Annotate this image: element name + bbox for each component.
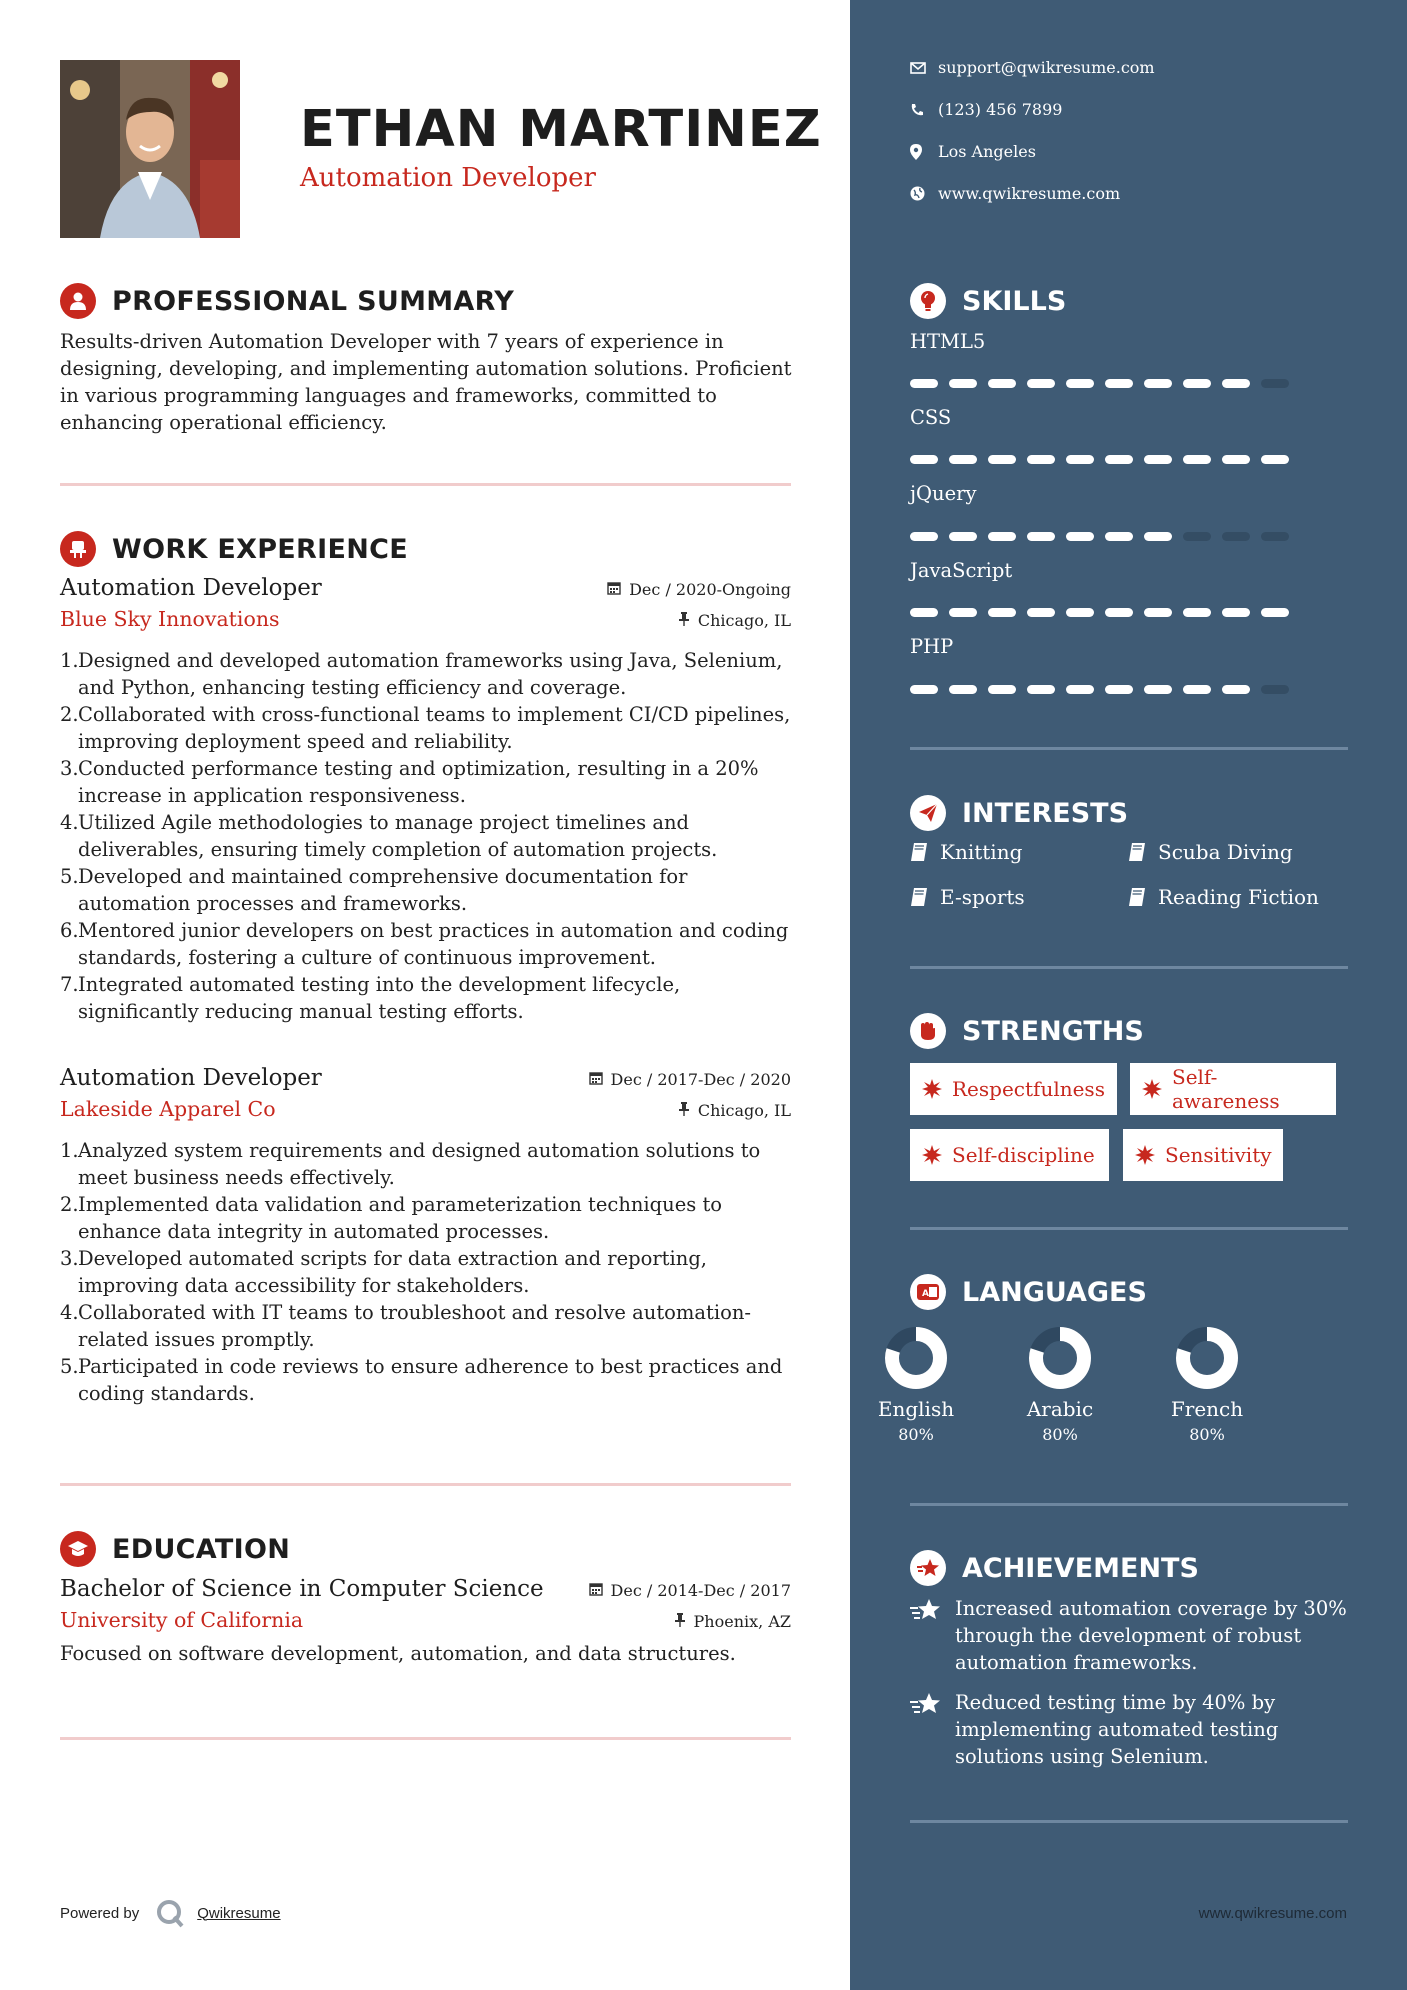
list-item: 3. Developed automated scripts for data extraction and reporting, improving data accessibility for stakeholders. (60, 1245, 791, 1299)
job-bullets (60, 1137, 791, 1407)
strength-badge (1123, 1129, 1283, 1181)
calendar-icon (589, 1581, 603, 1600)
education-location-text: Phoenix, AZ (693, 1612, 791, 1631)
powered-by (60, 1898, 281, 1928)
skill-segment (1144, 455, 1172, 464)
language-level-donut (1027, 1325, 1093, 1391)
skill-segment (1183, 608, 1211, 617)
job-title: Automation Developer (60, 1065, 322, 1091)
strength-label: Self-awareness (1172, 1065, 1280, 1113)
achievement-item (910, 1689, 1350, 1770)
svg-text:A: A (922, 1289, 929, 1299)
job-entry (60, 575, 791, 1025)
bullet-text: Mentored junior developers on best practices in automation and coding standards, fostering a culture of continuous improvement. (78, 919, 789, 969)
qwikresume-link[interactable]: Qwikresume (197, 1904, 281, 1922)
skill-bar (910, 532, 1289, 541)
book-icon (910, 842, 928, 862)
language-item (856, 1325, 976, 1444)
contact-location (910, 142, 1036, 161)
job-dates (589, 1070, 791, 1089)
candidate-name: ETHAN MARTINEZ (300, 100, 822, 159)
skill-bar (910, 685, 1289, 694)
skill-segment (1261, 685, 1289, 694)
skill-name: HTML5 (910, 330, 986, 353)
contact-email[interactable] (910, 58, 1155, 77)
strength-label: Self-discipline (952, 1143, 1095, 1167)
job-title: Automation Developer (60, 575, 322, 601)
bullet-text: Analyzed system requirements and designed automation solutions to meet business needs effectively. (78, 1139, 761, 1189)
footer-site-link[interactable]: www.qwikresume.com (1198, 1905, 1347, 1922)
bullet-text: Integrated automated testing into the development lifecycle, significantly reducing manual testing efforts. (78, 973, 681, 1023)
education-title: EDUCATION (112, 1533, 291, 1565)
summary-text: Results-driven Automation Developer with 7 years of experience in designing, developing, and implementing automation solutions. Proficient in various programming languages and frameworks, committed to enhancing operational efficiency. (60, 330, 792, 434)
user-icon (60, 283, 96, 319)
skill-segment (1027, 685, 1055, 694)
skill-segment (1105, 455, 1133, 464)
education-description: Focused on software development, automation, and data structures. (60, 1642, 736, 1665)
language-level-donut (883, 1325, 949, 1391)
summary-title: PROFESSIONAL SUMMARY (112, 285, 515, 317)
divider (910, 1503, 1348, 1506)
degree: Bachelor of Science in Computer Science (60, 1576, 544, 1602)
skill-bar (910, 608, 1289, 617)
skill-segment (1261, 455, 1289, 464)
list-item: 1. Analyzed system requirements and designed automation solutions to meet business needs effectively. (60, 1137, 791, 1191)
bullet-text: Utilized Agile methodologies to manage project timelines and deliverables, ensuring timely completion of automation projects. (78, 811, 718, 861)
experience-title: WORK EXPERIENCE (112, 533, 408, 565)
divider (910, 966, 1348, 969)
skill-segment (1222, 685, 1250, 694)
skill-segment (1027, 532, 1055, 541)
divider (60, 483, 791, 486)
book-icon (1128, 842, 1146, 862)
powered-by-label: Powered by (60, 1904, 140, 1922)
language-name: French (1170, 1397, 1244, 1421)
list-item: 7. Integrated automated testing into the development lifecycle, significantly reducing manual testing efforts. (60, 971, 791, 1025)
skill-segment (910, 455, 938, 464)
interests-heading (910, 795, 1128, 831)
list-item: 2. Implemented data validation and parameterization techniques to enhance data integrity in automated processes. (60, 1191, 791, 1245)
interests-title: INTERESTS (962, 797, 1129, 829)
achievement-text: Reduced testing time by 40% by implementing automated testing solutions using Selenium. (955, 1691, 1279, 1768)
strength-badge (910, 1129, 1109, 1181)
list-item: 4. Utilized Agile methodologies to manage project timelines and deliverables, ensuring timely completion of automation projects. (60, 809, 791, 863)
education-location (674, 1612, 791, 1631)
list-item: 1. Designed and developed automation frameworks using Java, Selenium, and Python, enhancing testing efficiency and coverage. (60, 647, 791, 701)
interest-label: Knitting (940, 840, 1023, 864)
book-icon (910, 887, 928, 907)
strength-label: Sensitivity (1165, 1143, 1272, 1167)
lightbulb-icon (910, 283, 946, 319)
skill-segment (949, 379, 977, 388)
experience-heading (60, 531, 408, 567)
job-dates-text: Dec / 2020-Ongoing (629, 580, 791, 599)
burst-icon (922, 1145, 942, 1165)
bullet-text: Developed automated scripts for data extraction and reporting, improving data accessibility for stakeholders. (78, 1247, 707, 1297)
skill-segment (1066, 685, 1094, 694)
skill-segment (949, 685, 977, 694)
skill-segment (1222, 608, 1250, 617)
achievement-text: Increased automation coverage by 30% through the development of robust automation frameworks. (955, 1597, 1347, 1674)
qwikresume-logo-icon (155, 1898, 185, 1928)
bullet-text: Implemented data validation and parameterization techniques to enhance data integrity in automated processes. (78, 1193, 723, 1243)
skill-segment (910, 608, 938, 617)
paper-plane-icon (910, 795, 946, 831)
language-level-donut (1174, 1325, 1240, 1391)
graduation-cap-icon (60, 1531, 96, 1567)
list-item: 5. Developed and maintained comprehensive documentation for automation processes and frameworks. (60, 863, 791, 917)
skill-segment (988, 532, 1016, 541)
strengths-title: STRENGTHS (962, 1015, 1144, 1047)
contact-location-text: Los Angeles (938, 142, 1036, 161)
skill-segment (949, 455, 977, 464)
skill-segment (1183, 532, 1211, 541)
skill-segment (1261, 532, 1289, 541)
skill-segment (1222, 532, 1250, 541)
candidate-title: Automation Developer (300, 163, 596, 193)
list-item: 5. Participated in code reviews to ensure adherence to best practices and coding standards. (60, 1353, 791, 1407)
divider (910, 747, 1348, 750)
skill-segment (1066, 532, 1094, 541)
skill-segment (1144, 685, 1172, 694)
shooting-star-icon (910, 1689, 955, 1770)
achievement-item (910, 1595, 1350, 1676)
languages-title: LANGUAGES (962, 1276, 1147, 1308)
bullet-text: Conducted performance testing and optimization, resulting in a 20% increase in application responsiveness. (78, 757, 759, 807)
skill-bar (910, 455, 1289, 464)
skill-segment (1144, 608, 1172, 617)
skill-segment (988, 379, 1016, 388)
divider (910, 1820, 1348, 1823)
list-item: 3. Conducted performance testing and optimization, resulting in a 20% increase in application responsiveness. (60, 755, 791, 809)
burst-icon (1135, 1145, 1155, 1165)
skill-segment (988, 455, 1016, 464)
globe-icon (910, 186, 938, 201)
phone-icon (910, 103, 938, 117)
interest-label: E-sports (940, 885, 1025, 909)
skill-segment (1183, 455, 1211, 464)
skill-segment (1027, 379, 1055, 388)
list-item: 6. Mentored junior developers on best practices in automation and coding standards, fostering a culture of continuous improvement. (60, 917, 791, 971)
interest-item (910, 840, 1022, 864)
sidebar (850, 0, 1407, 1990)
interest-item (1128, 840, 1293, 864)
star-icon (910, 1550, 946, 1586)
briefcase-icon (60, 531, 96, 567)
languages-heading (910, 1274, 1147, 1310)
skill-segment (1105, 379, 1133, 388)
skill-segment (910, 685, 938, 694)
skill-segment (1027, 455, 1055, 464)
envelope-icon (910, 62, 938, 74)
education-dates-text: Dec / 2014-Dec / 2017 (610, 1581, 791, 1600)
education-dates (589, 1581, 791, 1600)
school: University of California (60, 1608, 304, 1632)
summary-heading (60, 283, 514, 319)
interest-label: Reading Fiction (1158, 885, 1319, 909)
pin-icon (678, 611, 690, 630)
skill-segment (1144, 532, 1172, 541)
skill-segment (949, 608, 977, 617)
interest-item (1128, 885, 1319, 909)
bullet-text: Collaborated with IT teams to troubleshoot and resolve automation-related issues promptly. (78, 1301, 751, 1351)
translate-icon (910, 1274, 946, 1310)
contact-phone-text: (123) 456 7899 (938, 100, 1063, 119)
location-pin-icon (910, 144, 938, 160)
skills-heading (910, 283, 1066, 319)
job-location (678, 611, 791, 630)
interest-item (910, 885, 1025, 909)
bullet-text: Participated in code reviews to ensure adherence to best practices and coding standards. (78, 1355, 783, 1405)
skills-title: SKILLS (962, 285, 1067, 317)
skill-segment (1066, 455, 1094, 464)
job-dates (607, 580, 791, 599)
calendar-icon (589, 1070, 603, 1089)
skill-segment (1105, 608, 1133, 617)
contact-phone[interactable] (910, 100, 1062, 119)
profile-photo-image (60, 60, 240, 238)
list-item: 2. Collaborated with cross-functional teams to implement CI/CD pipelines, improving deployment speed and reliability. (60, 703, 791, 753)
skill-segment (910, 532, 938, 541)
skill-segment (1144, 379, 1172, 388)
strength-label: Respectfulness (952, 1077, 1105, 1101)
skill-segment (1066, 608, 1094, 617)
fist-icon (910, 1013, 946, 1049)
job-dates-text: Dec / 2017-Dec / 2020 (610, 1070, 791, 1089)
interest-label: Scuba Diving (1158, 840, 1293, 864)
skill-segment (910, 379, 938, 388)
divider (910, 1227, 1348, 1230)
skill-segment (1222, 379, 1250, 388)
achievements-title: ACHIEVEMENTS (962, 1552, 1199, 1584)
bullet-text: Developed and maintained comprehensive documentation for automation processes and frameworks. (78, 865, 688, 915)
language-percent: 80% (1042, 1425, 1078, 1444)
language-item (1147, 1325, 1267, 1444)
strength-badge (1130, 1063, 1336, 1115)
bullet-text: Collaborated with cross-functional teams to implement CI/CD pipelines, improving deployment speed and reliability. (78, 703, 791, 753)
skill-segment (1183, 379, 1211, 388)
skill-segment (988, 685, 1016, 694)
divider (60, 1483, 791, 1486)
language-name: Arabic (1026, 1397, 1094, 1421)
strength-badge (910, 1063, 1117, 1115)
profile-photo (60, 60, 240, 238)
skill-segment (1027, 608, 1055, 617)
strengths-heading (910, 1013, 1144, 1049)
job-company: Blue Sky Innovations (60, 607, 280, 631)
skill-segment (1222, 455, 1250, 464)
burst-icon (1142, 1079, 1162, 1099)
achievements-heading (910, 1550, 1199, 1586)
skill-segment (1105, 532, 1133, 541)
skill-segment (1066, 379, 1094, 388)
skill-segment (1183, 685, 1211, 694)
education-heading (60, 1531, 290, 1567)
skill-segment (988, 608, 1016, 617)
list-item: 4. Collaborated with IT teams to troubleshoot and resolve automation-related issues promptly. (60, 1299, 791, 1353)
language-percent: 80% (898, 1425, 934, 1444)
job-location (678, 1101, 791, 1120)
calendar-icon (607, 580, 621, 599)
contact-website-text: www.qwikresume.com (938, 184, 1121, 203)
language-name: English (877, 1397, 955, 1421)
job-entry (60, 1065, 791, 1407)
bullet-text: Designed and developed automation frameworks using Java, Selenium, and Python, enhancing testing efficiency and coverage. (78, 649, 783, 699)
job-location-text: Chicago, IL (697, 611, 791, 630)
job-location-text: Chicago, IL (697, 1101, 791, 1120)
skill-name: CSS (910, 406, 952, 429)
job-company: Lakeside Apparel Co (60, 1097, 276, 1121)
language-percent: 80% (1189, 1425, 1225, 1444)
language-item (1000, 1325, 1120, 1444)
divider (60, 1737, 791, 1740)
skill-bar (910, 379, 1289, 388)
burst-icon (922, 1079, 942, 1099)
job-bullets (60, 647, 791, 1025)
pin-icon (674, 1612, 686, 1631)
skill-segment (1261, 608, 1289, 617)
skill-segment (1105, 685, 1133, 694)
shooting-star-icon (910, 1595, 955, 1676)
skill-name: jQuery (910, 482, 977, 505)
skill-name: PHP (910, 635, 954, 658)
contact-website[interactable] (910, 184, 1120, 203)
pin-icon (678, 1101, 690, 1120)
skill-segment (1261, 379, 1289, 388)
contact-email-text: support@qwikresume.com (938, 58, 1155, 77)
skill-segment (949, 532, 977, 541)
skill-name: JavaScript (910, 559, 1013, 582)
book-icon (1128, 887, 1146, 907)
education-entry (60, 1576, 791, 1665)
